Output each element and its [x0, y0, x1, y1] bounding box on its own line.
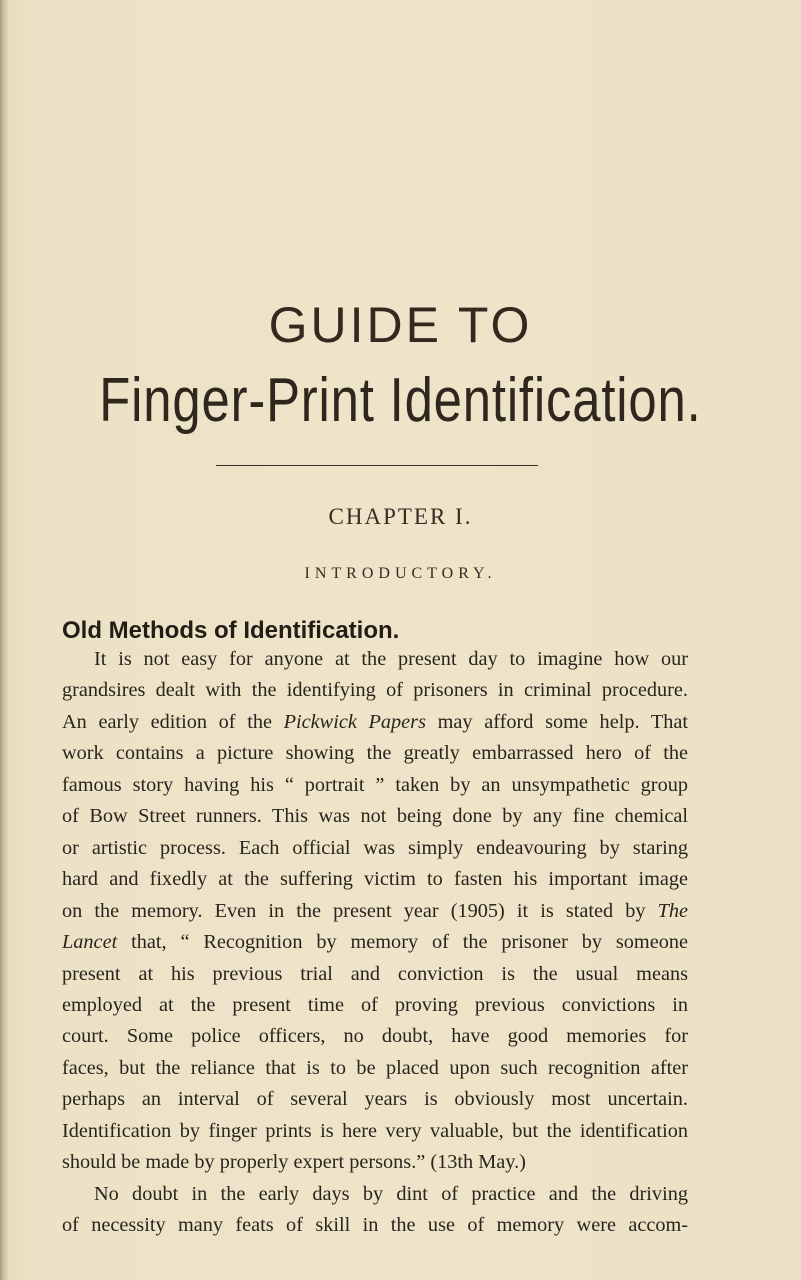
book-title: Pickwick Papers — [283, 710, 426, 733]
text-line: faces, but the reliance that is to be placed upon such recognition after — [62, 1056, 688, 1079]
text-line: or artistic process. Each official was simply endeavouring by staring — [62, 836, 688, 859]
text-line: It is not easy for anyone at the present day to imagine how our — [94, 648, 688, 670]
chapter-label: CHAPTER I. — [328, 504, 473, 529]
journal-title: The — [657, 899, 688, 922]
text-line: of necessity many feats of skill in the use of memory were accom- — [62, 1214, 688, 1237]
text-line: on the memory. Even in the present year (1905) it is stated by The — [62, 899, 688, 922]
text-line: employed at the present time of proving previous convictions in — [62, 993, 688, 1016]
text-line: Lancet that, “ Recognition by memory of the prisoner by someone — [62, 931, 688, 954]
page-binding-edge — [0, 0, 8, 1280]
text-line: Identification by finger prints is here very valuable, but the identification — [62, 1119, 688, 1142]
text-line: famous story having his “ portrait ” taken by an unsympathetic group — [62, 773, 688, 796]
text-line: of Bow Street runners. This was not being done by any fine chemical — [62, 805, 688, 828]
text-line: An early edition of the Pickwick Papers may afford some help. That — [62, 710, 689, 733]
text-line: present at his previous trial and conviction is the usual means — [62, 962, 688, 985]
text-line: should be made by properly expert persons.” (13th May.) — [62, 1151, 526, 1174]
title-line-2: Finger-Print Identification. — [99, 366, 702, 435]
text-line: work contains a picture showing the greatly embarrassed hero of the — [62, 742, 688, 765]
text-line: grandsires dealt with the identifying of prisoners in criminal procedure. — [62, 679, 688, 702]
text-line: No doubt in the early days by dint of practice and the driving — [94, 1182, 688, 1205]
text-line: court. Some police officers, no doubt, have good memories for — [62, 1025, 688, 1048]
chapter-subtitle: INTRODUCTORY. — [304, 565, 497, 582]
text-line: hard and fixedly at the suffering victim to fasten his important image — [62, 868, 688, 891]
title-divider — [216, 465, 538, 466]
text-line: perhaps an interval of several years is obviously most uncertain. — [62, 1088, 688, 1111]
body-text — [62, 644, 688, 1242]
title-line-1: GUIDE TO — [268, 297, 533, 353]
section-heading: Old Methods of Identification. — [62, 617, 400, 644]
journal-title: Lancet — [62, 931, 118, 954]
